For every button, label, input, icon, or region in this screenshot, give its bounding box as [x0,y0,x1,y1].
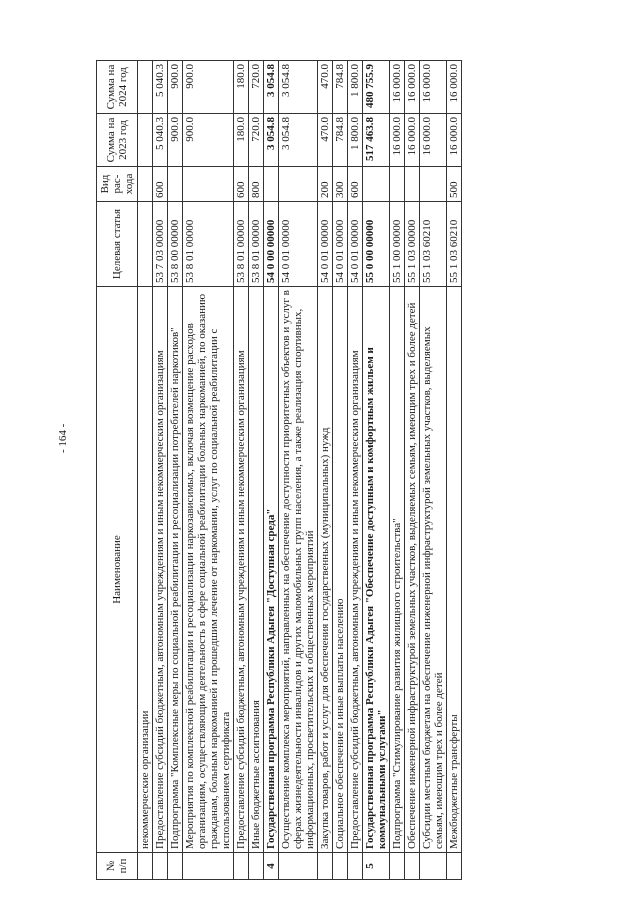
table-row [168,61,183,880]
row-sum-2024: 16 000.0 [405,61,420,114]
row-code: 53 8 01 00000 [183,202,234,287]
page-number: - 164 - [57,423,69,453]
row-vid [183,167,234,202]
row-num [348,853,363,880]
row-code: 55 0 00 00000 [363,202,390,287]
row-sum-2023: 16 000.0 [420,114,447,167]
budget-table [96,60,462,880]
row-vid [264,167,279,202]
row-vid [138,167,153,202]
table-row [138,61,153,880]
table-row [249,61,264,880]
row-sum-2024: 16 000.0 [447,61,462,114]
row-sum-2024: 3 054.8 [279,61,318,114]
row-vid: 300 [333,167,348,202]
header-row [97,61,138,880]
row-code: 55 1 03 60210 [447,202,462,287]
row-code: 54 0 01 00000 [348,202,363,287]
row-code: 54 0 01 00000 [318,202,333,287]
row-num [138,853,153,880]
row-sum-2024: 900.0 [183,61,234,114]
table-row [279,61,318,880]
row-code: 53 8 00 00000 [168,202,183,287]
row-num: 4 [264,853,279,880]
row-sum-2024: 900.0 [168,61,183,114]
row-sum-2024 [138,61,153,114]
row-name: Подпрограмма "Стимулирование развития жилищного строительства" [390,287,405,853]
row-sum-2023: 900.0 [168,114,183,167]
row-sum-2023: 16 000.0 [405,114,420,167]
row-name: некоммерческие организации [138,287,153,853]
row-vid: 800 [249,167,264,202]
row-num [168,853,183,880]
row-vid [420,167,447,202]
row-code: 53 8 01 00000 [234,202,249,287]
row-sum-2023: 784.8 [333,114,348,167]
row-sum-2023: 5 040.3 [153,114,168,167]
header-code: Целевая статья [97,202,138,287]
row-sum-2024: 480 755.9 [363,61,390,114]
table-row [333,61,348,880]
row-num [234,853,249,880]
row-code: 53 8 01 00000 [249,202,264,287]
row-sum-2023: 470.0 [318,114,333,167]
row-sum-2023: 3 054.8 [279,114,318,167]
row-code: 54 0 01 00000 [279,202,318,287]
row-num [420,853,447,880]
row-code: 55 1 00 00000 [390,202,405,287]
row-name: Обеспечение инженерной инфраструктурой земельных участков, выделяемых семьям, имеющим трех и более детей [405,287,420,853]
row-vid: 200 [318,167,333,202]
row-code [138,202,153,287]
row-code: 54 0 00 00000 [264,202,279,287]
table-row [348,61,363,880]
row-vid [168,167,183,202]
row-vid: 600 [348,167,363,202]
row-sum-2024: 784.8 [333,61,348,114]
row-sum-2024: 180.0 [234,61,249,114]
row-vid: 600 [234,167,249,202]
row-code: 55 1 03 00000 [405,202,420,287]
row-sum-2024: 5 040.3 [153,61,168,114]
row-num [405,853,420,880]
row-sum-2024: 720.0 [249,61,264,114]
table-header [97,61,138,880]
row-sum-2024: 3 054.8 [264,61,279,114]
row-num [183,853,234,880]
row-sum-2023: 720.0 [249,114,264,167]
row-num [279,853,318,880]
row-sum-2024: 16 000.0 [420,61,447,114]
row-sum-2024: 1 800.0 [348,61,363,114]
rotated-table-container [96,60,556,880]
header-name: Наименование [97,287,138,853]
row-sum-2023: 517 463.8 [363,114,390,167]
row-num [249,853,264,880]
row-name: Иные бюджетные ассигнования [249,287,264,853]
table-body [138,61,462,880]
row-sum-2023: 900.0 [183,114,234,167]
table-row [264,61,279,880]
row-vid [390,167,405,202]
table-row [405,61,420,880]
row-num: 5 [363,853,390,880]
table-row [318,61,333,880]
row-name: Государственная программа Республики Адыгея "Доступная среда" [264,287,279,853]
row-name: Социальное обеспечение и иные выплаты населению [333,287,348,853]
row-vid [405,167,420,202]
row-vid: 500 [447,167,462,202]
header-sum-2024: Сумма на 2024 год [97,61,138,114]
row-name: Предоставление субсидий бюджетным, автономным учреждениям и иным некоммерческим организациям [153,287,168,853]
table-row [183,61,234,880]
row-name: Мероприятия по комплексной реабилитации и ресоциализации наркозависимых, включая возмещение расходов организациям, осуществляющим деятельность в сфере социальной реабилитации больных наркоманией, по оказанию гражданам, больным наркоманией и прошедшим лечение от наркомании, услуг по социальной реабилитации с использованием сертификата [183,287,234,853]
table-row [363,61,390,880]
table-row [420,61,447,880]
row-name: Субсидии местным бюджетам на обеспечение инженерной инфраструктурой земельных участков, выделяемых семьям, имеющим трех и более детей [420,287,447,853]
row-code: 54 0 01 00000 [333,202,348,287]
row-sum-2023: 180.0 [234,114,249,167]
row-name: Подпрограмма "Комплексные меры по социальной реабилитации и ресоциализации потребителей наркотиков" [168,287,183,853]
row-vid [363,167,390,202]
row-sum-2023 [138,114,153,167]
row-vid: 600 [153,167,168,202]
row-num [447,853,462,880]
row-sum-2024: 470.0 [318,61,333,114]
table-row [390,61,405,880]
row-num [333,853,348,880]
table-row [153,61,168,880]
header-sum-2023: Сумма на 2023 год [97,114,138,167]
row-name: Межбюджетные трансферты [447,287,462,853]
header-num: № п/п [97,853,138,880]
row-sum-2024: 16 000.0 [390,61,405,114]
row-sum-2023: 16 000.0 [447,114,462,167]
row-code: 55 1 03 60210 [420,202,447,287]
row-name: Предоставление субсидий бюджетным, автономным учреждениям и иным некоммерческим организациям [348,287,363,853]
row-num [153,853,168,880]
row-name: Осуществление комплекса мероприятий, направленных на обеспечение доступности приоритетных объектов и услуг в сферах жизнедеятельности инвалидов и других маломобильных групп населения, а также реализация спортивных, информационных, просветительских и общественных мероприятий [279,287,318,853]
row-vid [279,167,318,202]
row-sum-2023: 1 800.0 [348,114,363,167]
row-name: Закупка товаров, работ и услуг для обеспечения государственных (муниципальных) нужд [318,287,333,853]
row-code: 53 7 03 00000 [153,202,168,287]
header-vid: Вид рас-хода [97,167,138,202]
table-row [234,61,249,880]
row-num [390,853,405,880]
row-sum-2023: 3 054.8 [264,114,279,167]
row-sum-2023: 16 000.0 [390,114,405,167]
row-name: Предоставление субсидий бюджетным, автономным учреждениям и иным некоммерческим организациям [234,287,249,853]
table-row [447,61,462,880]
row-num [318,853,333,880]
row-name: Государственная программа Республики Адыгея "Обеспечение доступным и комфортным жильем и коммунальными услугами" [363,287,390,853]
